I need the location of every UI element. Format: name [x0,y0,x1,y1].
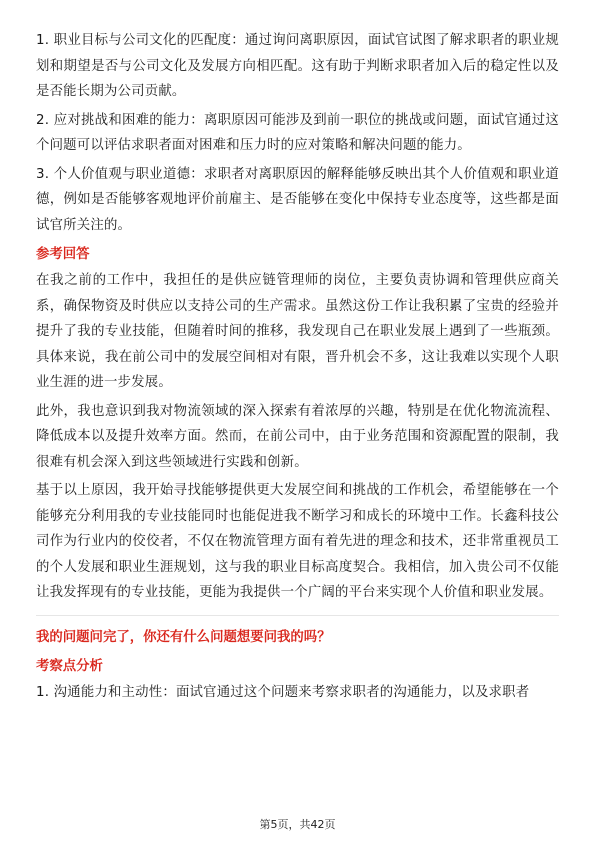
analysis-heading: 考察点分析 [36,658,103,674]
document-page [36,28,559,708]
answer-paragraph-2: 此外，我也意识到我对物流领域的深入探索有着浓厚的兴趣，特别是在优化物流流程、降低成本以及提升效率方面。然而，在前公司中，由于业务范围和资源配置的限制，我很难有机会深入到这些领域进行实践和创新。 [36,403,559,470]
analysis-point-1: 1. 沟通能力和主动性：面试官通过这个问题来考察求职者的沟通能力，以及求职者 [36,684,530,700]
section-divider [36,615,559,616]
answer-paragraph-1: 在我之前的工作中，我担任的是供应链管理师的岗位，主要负责协调和管理供应商关系，确保物资及时供应以支持公司的生产需求。虽然这份工作让我积累了宝贵的经验并提升了我的专业技能，但随着时间的推移，我发现自己在职业发展上遇到了一些瓶颈。具体来说，我在前公司中的发展空间相对有限，晋升机会不多，这让我难以实现个人职业生涯的进一步发展。 [36,273,559,390]
criterion-3: 3. 个人价值观与职业道德：求职者对离职原因的解释能够反映出其个人价值观和职业道德，例如是否能够客观地评价前雇主、是否能够在变化中保持专业态度等，这些都是面试官所关注的。 [36,166,559,233]
answer-heading: 参考回答 [36,247,90,262]
page-footer: 第5页，共42页 [259,818,336,831]
criterion-2: 2. 应对挑战和困难的能力：离职原因可能涉及到前一职位的挑战或问题，面试官通过这个问题可以评估求职者面对困难和压力时的应对策略和解决问题的能力。 [36,112,559,153]
question-heading: 我的问题问完了，你还有什么问题想要问我的吗？ [36,629,331,645]
answer-paragraph-3: 基于以上原因，我开始寻找能够提供更大发展空间和挑战的工作机会，希望能够在一个能够充分利用我的专业技能同时也能促进我不断学习和成长的环境中工作。长鑫科技公司作为行业内的佼佼者，不仅在物流管理方面有着先进的理念和技术，还非常重视员工的个人发展和职业生涯规划，这与我的职业目标高度契合。我相信，加入贵公司不仅能让我发挥现有的专业技能，更能为我提供一个广阔的平台来实现个人价值和职业发展。 [36,483,559,600]
criterion-1: 1. 职业目标与公司文化的匹配度：通过询问离职原因，面试官试图了解求职者的职业规划和期望是否与公司文化及发展方向相匹配。这有助于判断求职者加入后的稳定性以及是否能长期为公司贡献。 [36,33,559,99]
